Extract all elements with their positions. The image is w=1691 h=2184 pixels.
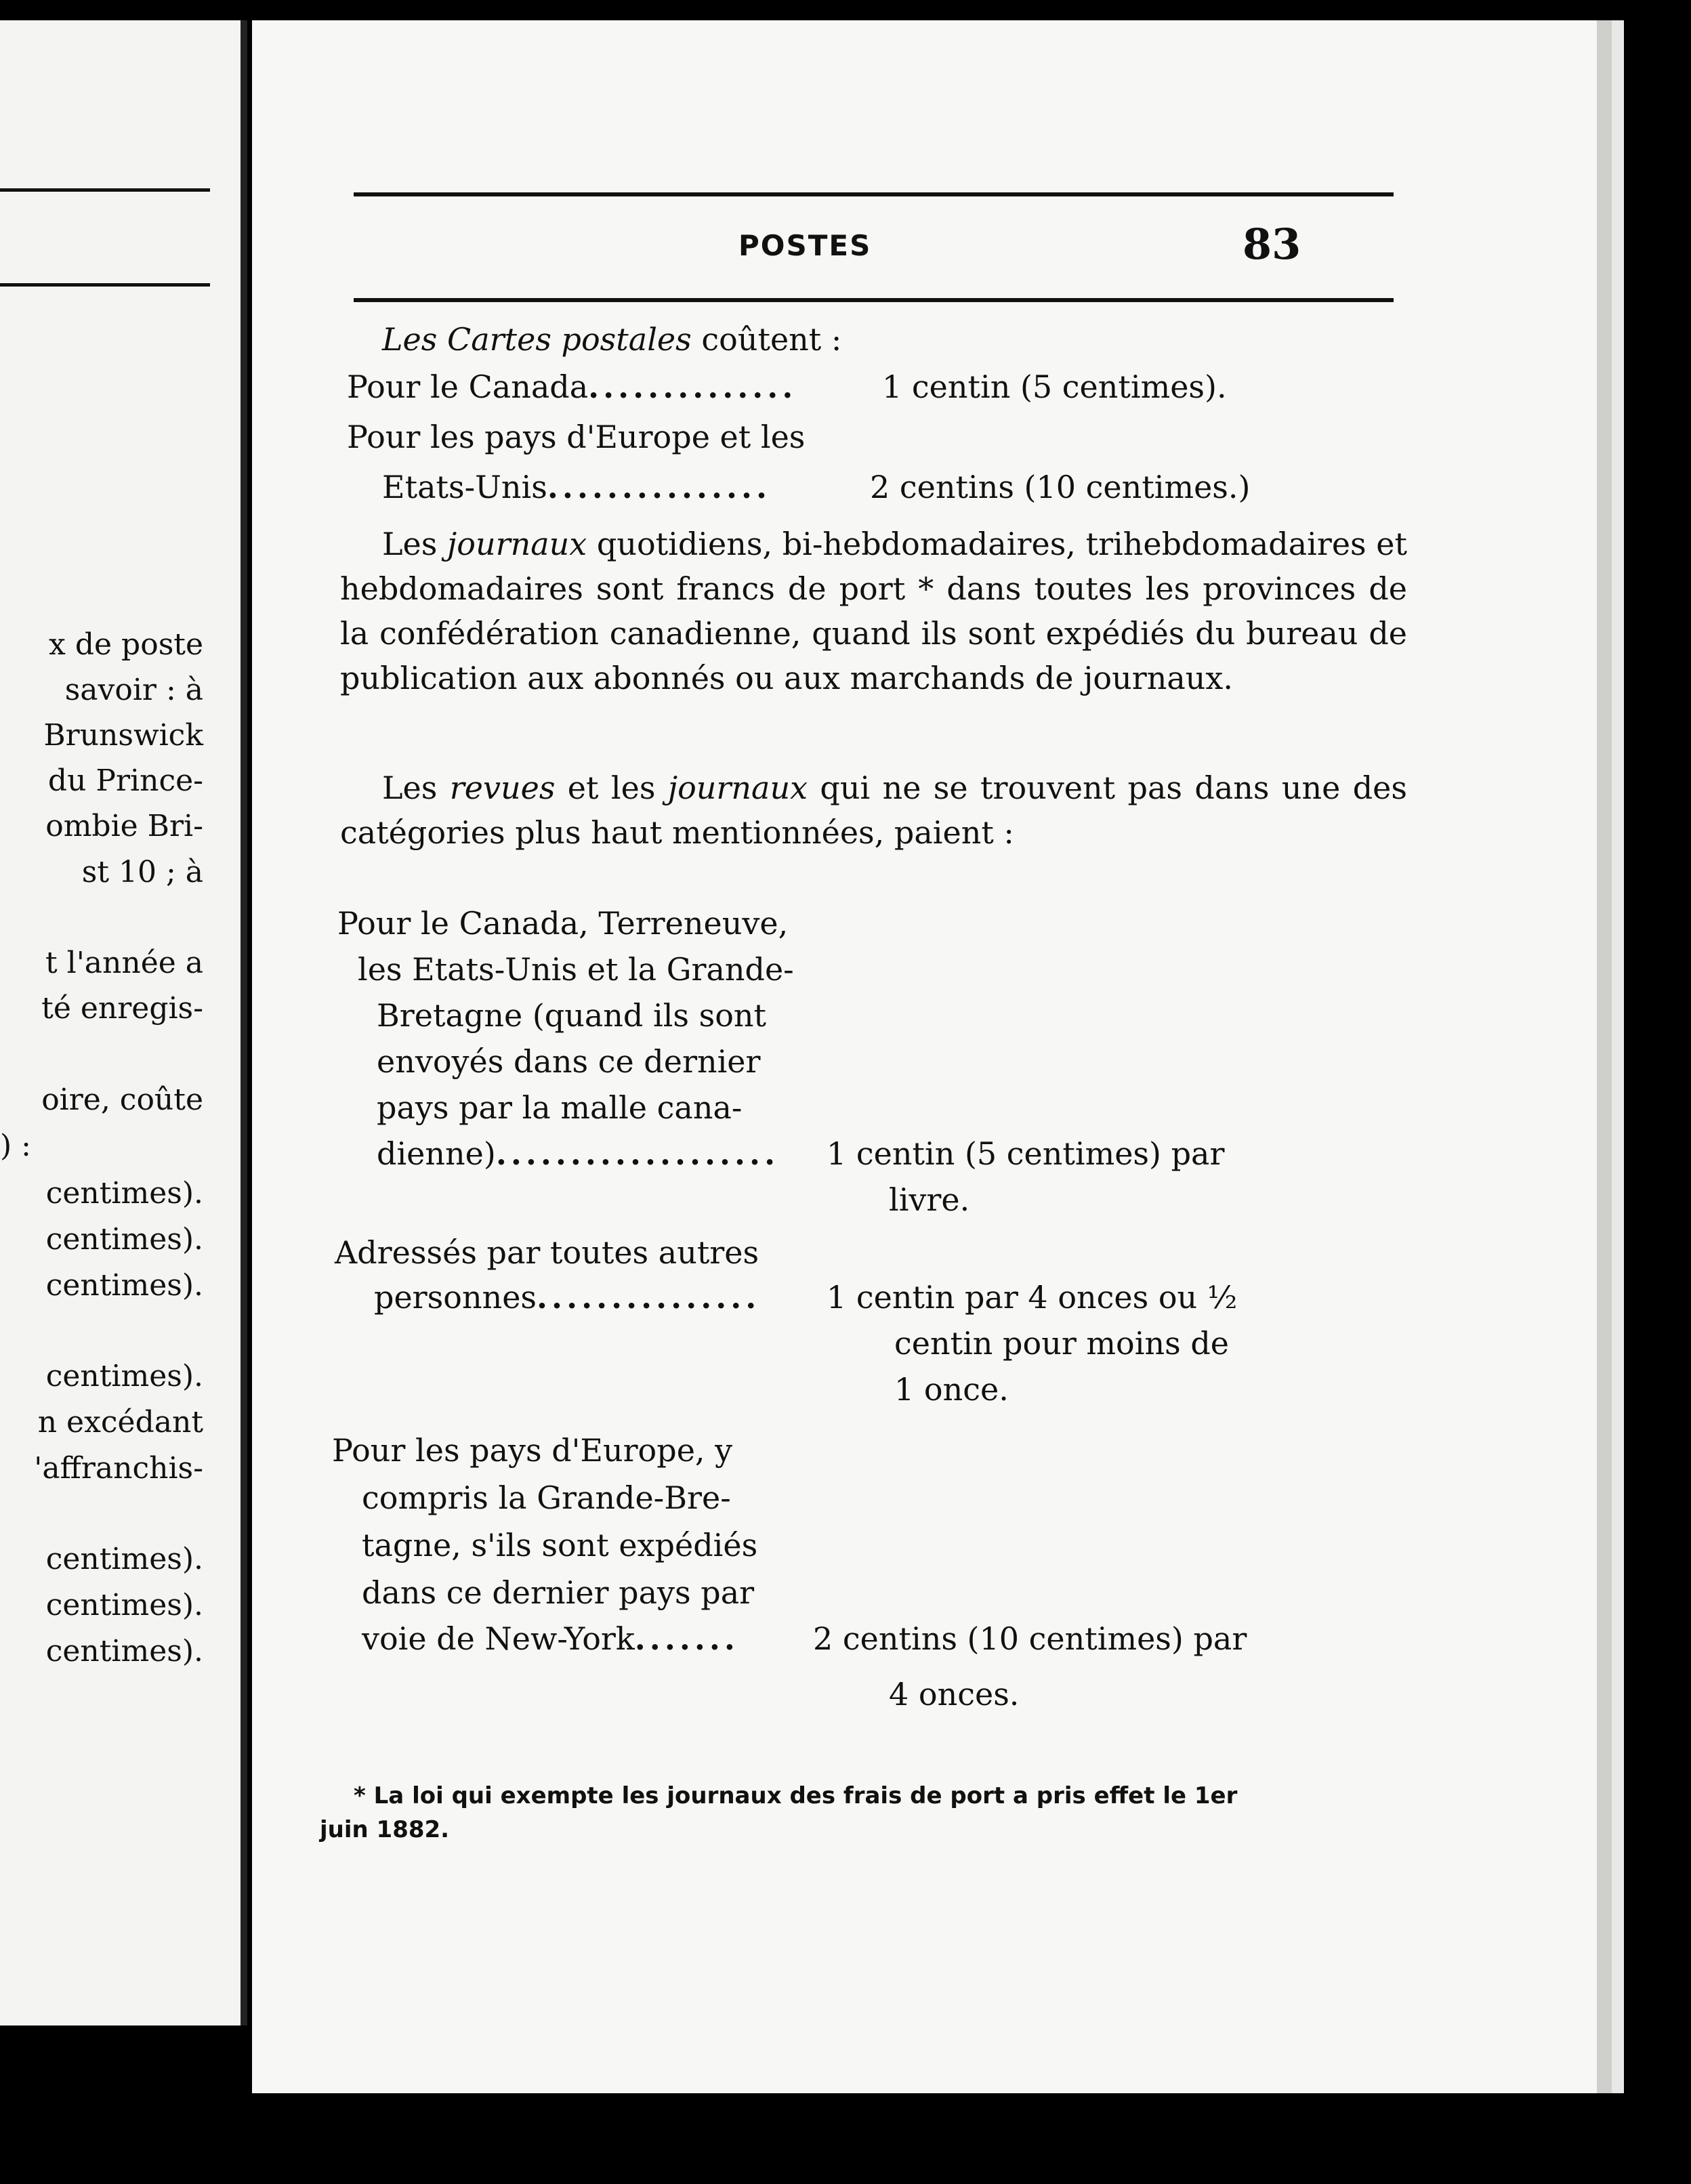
header-rule-bottom [354,298,1394,302]
rate1-price: 1 centin (5 centimes) par [827,1135,1225,1172]
footnote-line: juin 1882. [320,1816,450,1843]
left-page-fragment: ) : [0,1129,31,1163]
cartes-canada-price: 1 centin (5 centimes). [882,369,1227,405]
left-facing-page [0,20,247,2025]
rate3-line: dans ce dernier pays par [362,1574,755,1611]
text-run: Les [382,770,450,806]
rate2-price: 1 centin par 4 onces ou ½ [827,1279,1238,1316]
leader-dots: ............... [537,1279,761,1316]
rate1-line: dienne) [377,1135,496,1172]
rate1-line: pays par la malle cana- [377,1089,743,1126]
left-page-fragment: ombie Bri- [45,809,203,843]
rate1-line: Pour le Canada, Terreneuve, [337,905,789,942]
header-rule-top [354,192,1394,196]
page-83 [252,20,1597,2093]
left-page-fragment: x de poste [49,627,203,662]
left-page-rule-bottom [0,283,210,287]
cartes-etats-unis-text: Etats-Unis [382,469,547,505]
text-run-italic: revues [449,770,556,806]
left-page-fragment: centimes). [45,1542,203,1576]
rate3-last-line [362,1620,739,1657]
left-page-fragment: centimes). [45,1359,203,1393]
rate2-last-line [374,1279,761,1316]
left-page-fragment: du Prince- [47,763,203,798]
text-run-italic: journaux [447,526,587,562]
rate1-line: Bretagne (quand ils sont [377,997,767,1034]
cartes-canada-text: Pour le Canada [347,369,589,405]
text-run: quotidiens, bi-hebdomadaires, trihebdomadaires et hebdomadaires sont francs de port * dans toutes les provinces de la confédération canadienne, quand ils sont expédiés du bureau de publication aux abonnés ou aux marchands de journaux. [340,526,1408,696]
leader-dots: ............... [547,469,772,505]
text-run: qui ne se trouvent pas dans une des catégories plus haut mentionnées, paient : [340,770,1408,851]
rate2-line: Adressés par toutes autres [335,1234,759,1271]
revues-paragraph [340,765,1407,855]
left-page-fragment: n excédant [37,1405,203,1440]
left-page-fragment: savoir : à [64,673,203,707]
text-run: et les [555,770,668,806]
rate1-last-line [377,1135,780,1172]
text-run-italic: journaux [667,770,808,806]
left-page-fragment: centimes). [45,1176,203,1211]
rate1-line: les Etats-Unis et la Grande- [358,951,794,988]
rate1-line: envoyés dans ce dernier [377,1043,761,1080]
rate3-price: 2 centins (10 centimes) par [813,1620,1247,1657]
cartes-intro-rest: coûtent : [691,321,842,358]
rate3-line: voie de New-York [362,1620,635,1657]
leader-dots: ................... [495,1135,780,1172]
journaux-paragraph [340,522,1407,700]
leader-dots: ....... [634,1620,739,1657]
left-page-fragment: Brunswick [43,718,203,753]
left-page-fragment: centimes). [45,1268,203,1303]
rate2-price-cont: 1 once. [894,1371,1009,1408]
left-page-fragment: 'affranchis- [34,1451,203,1486]
running-head: POSTES [738,229,872,262]
left-page-fragment: oire, coûte [41,1083,203,1117]
rate2-price-cont: centin pour moins de [894,1325,1229,1362]
rate1-price-cont: livre. [889,1181,970,1218]
cartes-canada-label [347,369,797,405]
left-page-fragment: té enregis- [41,991,203,1026]
rate3-price-cont: 4 onces. [889,1676,1020,1713]
left-page-fragment: centimes). [45,1588,203,1622]
left-page-fragment: st 10 ; à [81,855,203,889]
cartes-intro-italic: Les Cartes postales [382,321,692,358]
cartes-europe-label: Pour les pays d'Europe et les [347,419,806,455]
rate3-line: compris la Grande-Bre- [362,1479,731,1516]
cartes-etats-unis-label [382,471,771,503]
cartes-intro [382,321,842,358]
text-run: Les [382,526,448,562]
rate2-line: personnes [374,1279,537,1316]
rate3-line: Pour les pays d'Europe, y [332,1432,733,1469]
rate3-line: tagne, s'ils sont expédiés [362,1527,758,1563]
left-page-fragment: centimes). [45,1222,203,1257]
left-page-fragment: centimes). [45,1634,203,1668]
page-number: 83 [1243,219,1301,269]
footnote-line: * La loi qui exempte les journaux des frais de port a pris effet le 1er [354,1782,1238,1809]
leader-dots: .............. [588,369,797,405]
left-page-rule-top [0,188,210,192]
left-page-fragment: t l'année a [45,946,203,980]
cartes-europe-price: 2 centins (10 centimes.) [870,469,1251,505]
